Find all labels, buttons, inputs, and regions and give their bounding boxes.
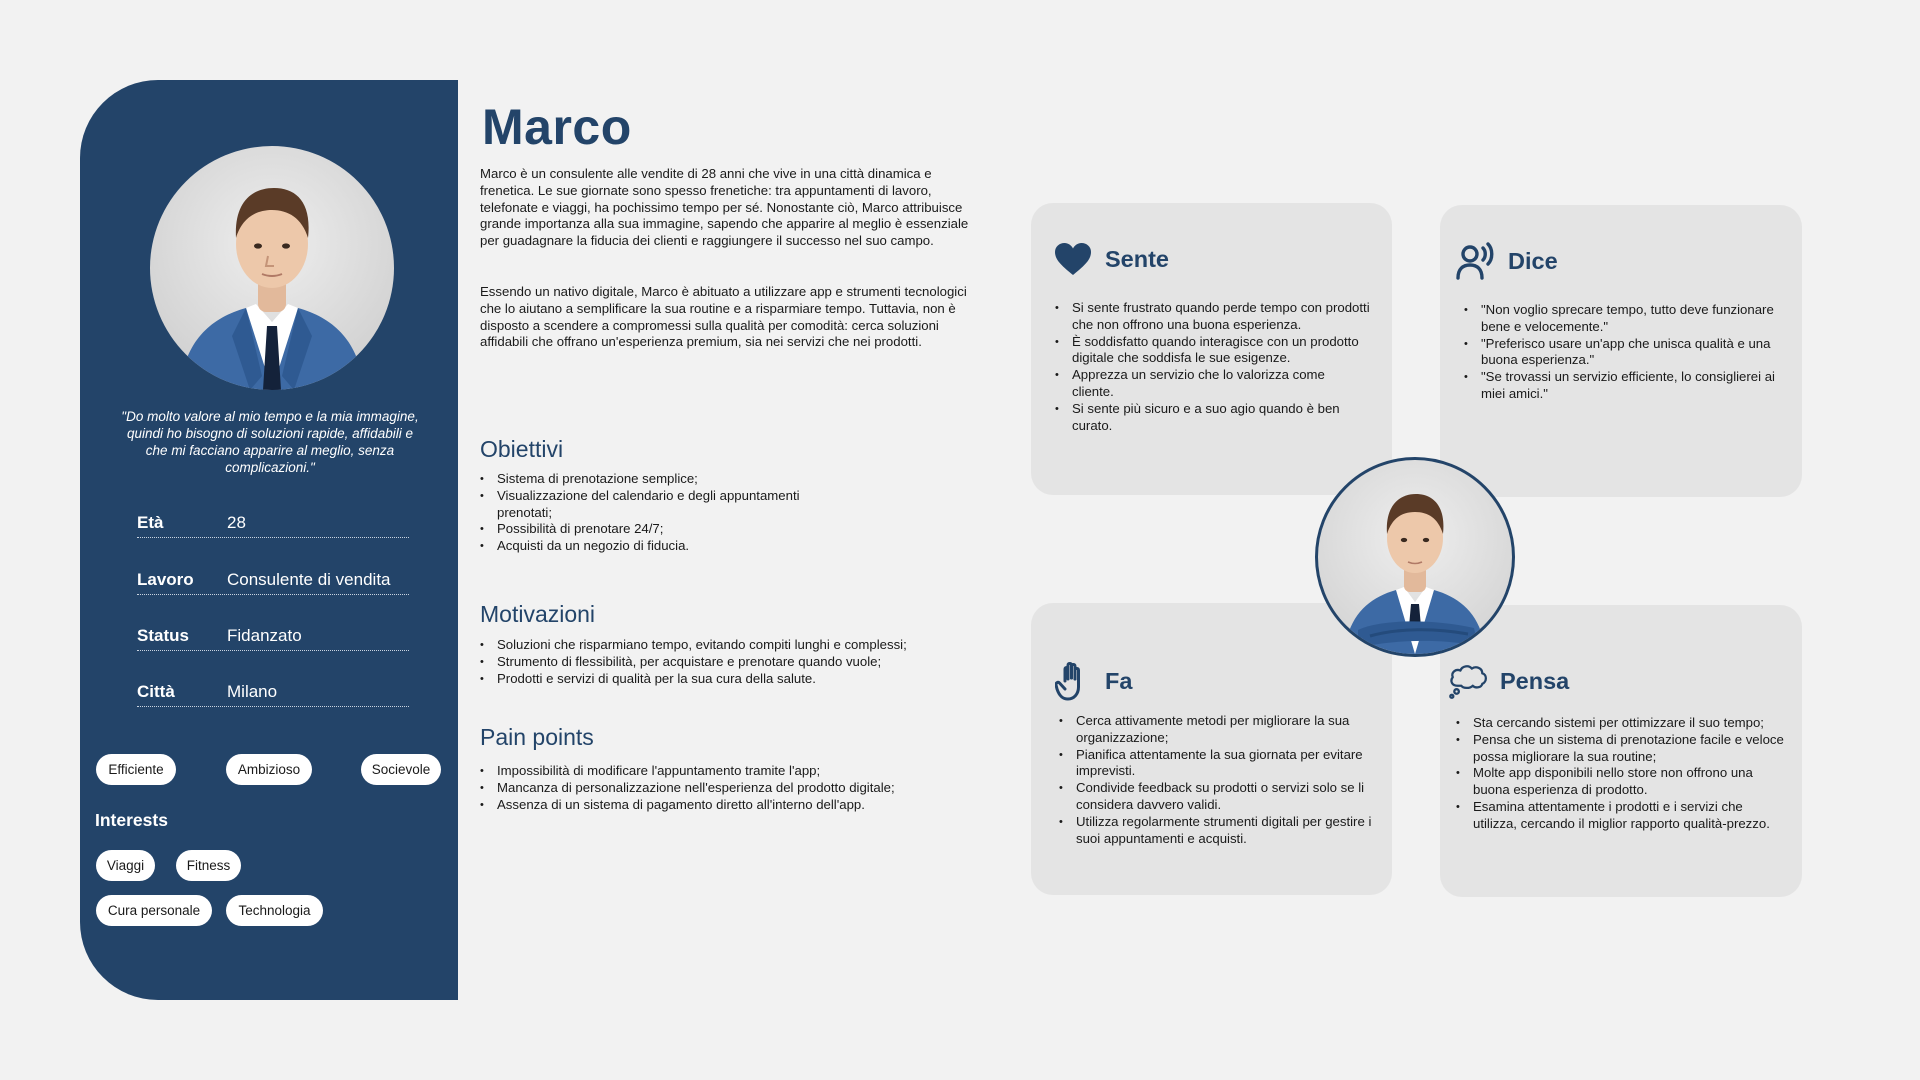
list-item: • Pianifica attentamente la sua giornata per evitare imprevisti. [1059, 747, 1379, 781]
info-value: Fidanzato [227, 626, 302, 645]
list-item: • Possibilità di prenotare 24/7; [480, 521, 840, 538]
list-item: • È soddisfatto quando interagisce con un prodotto digitale che soddisfa le sue esigenze. [1055, 334, 1370, 368]
persona-portrait-arms-crossed [1318, 460, 1512, 654]
info-label: Status [137, 626, 189, 645]
list-item: • Pensa che un sistema di prenotazione facile e veloce possa migliorare la sua routine; [1456, 732, 1786, 766]
interest-tag: Viaggi [96, 850, 155, 881]
heart-icon [1053, 239, 1093, 279]
list-item: • "Preferisco usare un'app che unisca qualità e una buona esperienza." [1464, 336, 1779, 370]
list-item: • Strumento di flessibilità, per acquistare e prenotare quando vuole; [480, 654, 1000, 671]
info-value: Milano [227, 682, 278, 701]
speaking-person-icon [1456, 241, 1496, 281]
list-item: • Visualizzazione del calendario e degli appuntamenti prenotati; [480, 488, 840, 522]
list-item: • Impossibilità di modificare l'appuntamento tramite l'app; [480, 763, 1000, 780]
card-fa [1031, 603, 1392, 895]
card-title: Sente [1105, 245, 1169, 272]
persona-sidebar [80, 80, 458, 1000]
section-title-pain-points: Pain points [480, 724, 594, 750]
hand-icon [1053, 661, 1093, 701]
section-title-obiettivi: Obiettivi [480, 436, 564, 462]
card-title: Fa [1105, 667, 1133, 694]
list-item: • Soluzioni che risparmiano tempo, evitando compiti lunghi e complessi; [480, 637, 1000, 654]
thought-cloud-icon [1448, 661, 1488, 701]
interest-tag: Cura personale [96, 895, 212, 926]
list-item: • Esamina attentamente i prodotti e i servizi che utilizza, cercando il miglior rapporto qualità-prezzo. [1456, 799, 1786, 833]
persona-name: Marco [482, 99, 632, 155]
motivazioni-list [480, 637, 1000, 687]
list-item: • Acquisti da un negozio di fiducia. [480, 538, 840, 555]
card-title: Pensa [1500, 667, 1570, 694]
bio-paragraph-1: Marco è un consulente alle vendite di 28 anni che vive in una città dinamica e frenetica. Le sue giornate sono spesso frenetiche: tra appuntamenti di lavoro, telefonate e viaggi, ha pochissimo tempo per sé. Nonostante ciò, Marco attribuisce grande importanza alla sua immagine, sapendo che apparire al meglio è essenziale per guadagnare la fiducia dei clienti e raggiungere il successo nel suo campo. [480, 166, 969, 249]
info-row-age [137, 508, 409, 538]
persona-portrait [150, 146, 394, 390]
info-row-status [137, 621, 409, 651]
card-title: Dice [1508, 247, 1558, 274]
card-dice [1440, 205, 1802, 497]
persona-avatar-large [150, 146, 394, 390]
list-item: • "Se trovassi un servizio efficiente, lo consiglierei ai miei amici." [1464, 369, 1779, 403]
info-row-job [137, 565, 409, 595]
list-item: • Mancanza di personalizzazione nell'esperienza del prodotto digitale; [480, 780, 1000, 797]
info-label: Città [137, 682, 175, 701]
card-pensa [1440, 605, 1802, 897]
obiettivi-list [480, 471, 840, 555]
interest-tag: Technologia [226, 895, 323, 926]
section-title-motivazioni: Motivazioni [480, 601, 596, 627]
list-item: • Molte app disponibili nello store non offrono una buona esperienza di prodotto. [1456, 765, 1786, 799]
list-item: • Condivide feedback su prodotti o servizi solo se li considera davvero validi. [1059, 780, 1379, 814]
list-item: • Si sente più sicuro e a suo agio quando è ben curato. [1055, 401, 1370, 435]
list-item: • Apprezza un servizio che lo valorizza come cliente. [1055, 367, 1370, 401]
list-item: • Sta cercando sistemi per ottimizzare il suo tempo; [1456, 715, 1786, 732]
interests-title: Interests [95, 810, 168, 830]
list-item: • Prodotti e servizi di qualità per la sua cura della salute. [480, 671, 1000, 688]
persona-quote: "Do molto valore al mio tempo e la mia immagine, quindi ho bisogno di soluzioni rapide, affidabili e che mi facciano apparire al meglio, senza complicazioni." [121, 409, 419, 475]
info-value: 28 [227, 513, 246, 532]
bio-paragraph-2: Essendo un nativo digitale, Marco è abituato a utilizzare app e strumenti tecnologici che lo aiutano a semplificare la sua routine e a risparmiare tempo. Tuttavia, non è disposto a scendere a compromessi sulla qualità per comodità: cerca soluzioni affidabili che offrano un'esperienza premium, sia nei servizi che nei prodotti. [480, 284, 967, 350]
info-label: Età [137, 513, 164, 532]
pain-points-list [480, 763, 1000, 813]
trait-tag: Ambizioso [226, 754, 312, 785]
list-item: • Cerca attivamente metodi per migliorare la sua organizzazione; [1059, 713, 1379, 747]
info-row-city [137, 677, 409, 707]
list-item: • Sistema di prenotazione semplice; [480, 471, 840, 488]
pensa-list [1456, 715, 1786, 833]
list-item: • Si sente frustrato quando perde tempo con prodotti che non offrono una buona esperienza. [1055, 300, 1370, 334]
list-item: • "Non voglio sprecare tempo, tutto deve funzionare bene e velocemente." [1464, 302, 1779, 336]
interest-tag: Fitness [176, 850, 241, 881]
info-label: Lavoro [137, 570, 194, 589]
trait-tag: Socievole [361, 754, 441, 785]
dice-list [1464, 302, 1779, 403]
fa-list [1059, 713, 1379, 847]
info-value: Consulente di vendita [227, 570, 391, 589]
list-item: • Utilizza regolarmente strumenti digitali per gestire i suoi appuntamenti e acquisti. [1059, 814, 1379, 848]
trait-tag: Efficiente [96, 754, 176, 785]
persona-avatar-small [1315, 457, 1515, 657]
card-sente [1031, 203, 1392, 495]
sente-list [1055, 300, 1370, 434]
list-item: • Assenza di un sistema di pagamento diretto all'interno dell'app. [480, 797, 1000, 814]
